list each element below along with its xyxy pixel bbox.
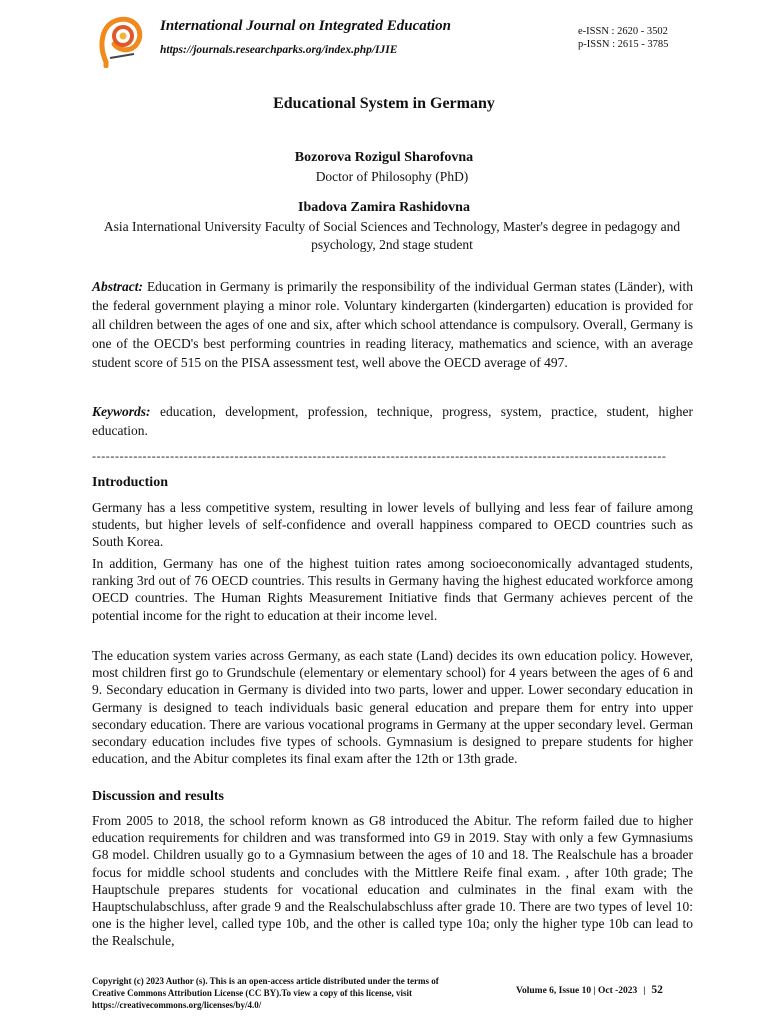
abstract-text: Education in Germany is primarily the responsibility of the individual German states (Länder), with the federal government playing a minor role. Voluntary kindergarten (kindergarten) education is provided for all children between the ages of one and six, after which school attendance is compulsory. Overall, Germany is one of the OECD's best performing countries in reading literacy, mathematics and science, with an average student score of 515 on the PISA assessment test, well above the OECD average of 497.: [92, 279, 694, 370]
page-number: 52: [651, 984, 663, 996]
author-1-name: Bozorova Rozigul Sharofovna: [294, 150, 474, 165]
introduction-paragraph-1: Germany has a less competitive system, resulting in lower levels of bullying and less fear of failure among students, but higher levels of self-confidence and overall happiness compared to OECD countries such as South Korea.: [92, 500, 693, 550]
discussion-paragraph-1: From 2005 to 2018, the school reform known as G8 introduced the Abitur. The reform failed due to higher education requirements for children and was transformed into G9 in 2019. Stay with only a few Gymnasiums G8 model. Children usually go to a Gymnasium between the ages of 10 and 18. The Realschule has a broader focus for middle school students and concludes with the Mittlere Reife final exam. , after 10th grade; The Hauptschule prepares students for vocational education and culminates in the final exam with the Hauptschulabschluss, after grade 9 and the Realschulabschluss after grade 10. There are two types of level 10: one is the higher level, called type 10b, and the other is called type 10a; only the higher type 10b can lead to the Realschule,: [92, 813, 693, 949]
keywords-label: Keywords:: [92, 404, 151, 419]
issn-block: [578, 25, 668, 51]
section-divider: -----------------------------------------------------------------------------------------------------------------------------: [92, 449, 667, 463]
journal-title: International Journal on Integrated Education: [160, 18, 451, 34]
paper-title: Educational System in Germany: [273, 95, 495, 112]
footer-separator: |: [643, 986, 646, 996]
eissn: e-ISSN : 2620 - 3502: [578, 26, 668, 37]
author-2-name: Ibadova Zamira Rashidovna: [298, 200, 470, 215]
footer-volume-info: [516, 984, 663, 996]
keywords: [92, 402, 693, 440]
volume-issue: Volume 6, Issue 10 | Oct -2023: [516, 986, 638, 996]
research-parks-logo-icon: [96, 14, 146, 68]
abstract: [92, 277, 693, 372]
introduction-heading: Introduction: [92, 475, 168, 490]
discussion-heading: Discussion and results: [92, 789, 225, 804]
pissn: p-ISSN : 2615 - 3785: [578, 39, 669, 50]
introduction-paragraph-2: In addition, Germany has one of the highest tuition rates among socioeconomically advantaged students, ranking 3rd out of 76 OECD countries. This results in Germany having the highest educated workforce among OECD countries. The Human Rights Measurement Initiative finds that Germany achieves percent of the potential income for the right to education at their income level.: [92, 556, 693, 623]
author-2-affiliation: Asia International University Faculty of Social Sciences and Technology, Master's degree in pedagogy and psychology, 2nd stage student: [103, 219, 681, 252]
keywords-text: education, development, profession, technique, progress, system, practice, student, higher education.: [92, 404, 694, 438]
journal-url[interactable]: https://journals.researchparks.org/index.php/IJIE: [160, 44, 398, 56]
copyright-notice: Copyright (c) 2023 Author (s). This is an open-access article distributed under the terms of Creative Commons Attribution License (CC BY).To view a copy of this license, visit https://creativecommons.org/licenses/by/4.0/: [92, 976, 439, 1010]
introduction-paragraph-3: The education system varies across Germany, as each state (Land) decides its own education policy. However, most children first go to Grundschule (elementary or elementary school) for 4 years between the ages of 6 and 9. Secondary education in Germany is divided into two parts, lower and upper. Lower secondary education in Germany is designed to teach individuals basic general education and prepare them for entry into upper secondary education. There are various vocational programs in Germany at the upper secondary level. German secondary education includes five types of schools. Gymnasium is designed to prepare students for higher education, and the Abitur completes its final exam after the 12th or 13th grade.: [92, 648, 693, 767]
author-1-affiliation: Doctor of Philosophy (PhD): [315, 169, 469, 184]
abstract-label: Abstract:: [92, 279, 144, 294]
